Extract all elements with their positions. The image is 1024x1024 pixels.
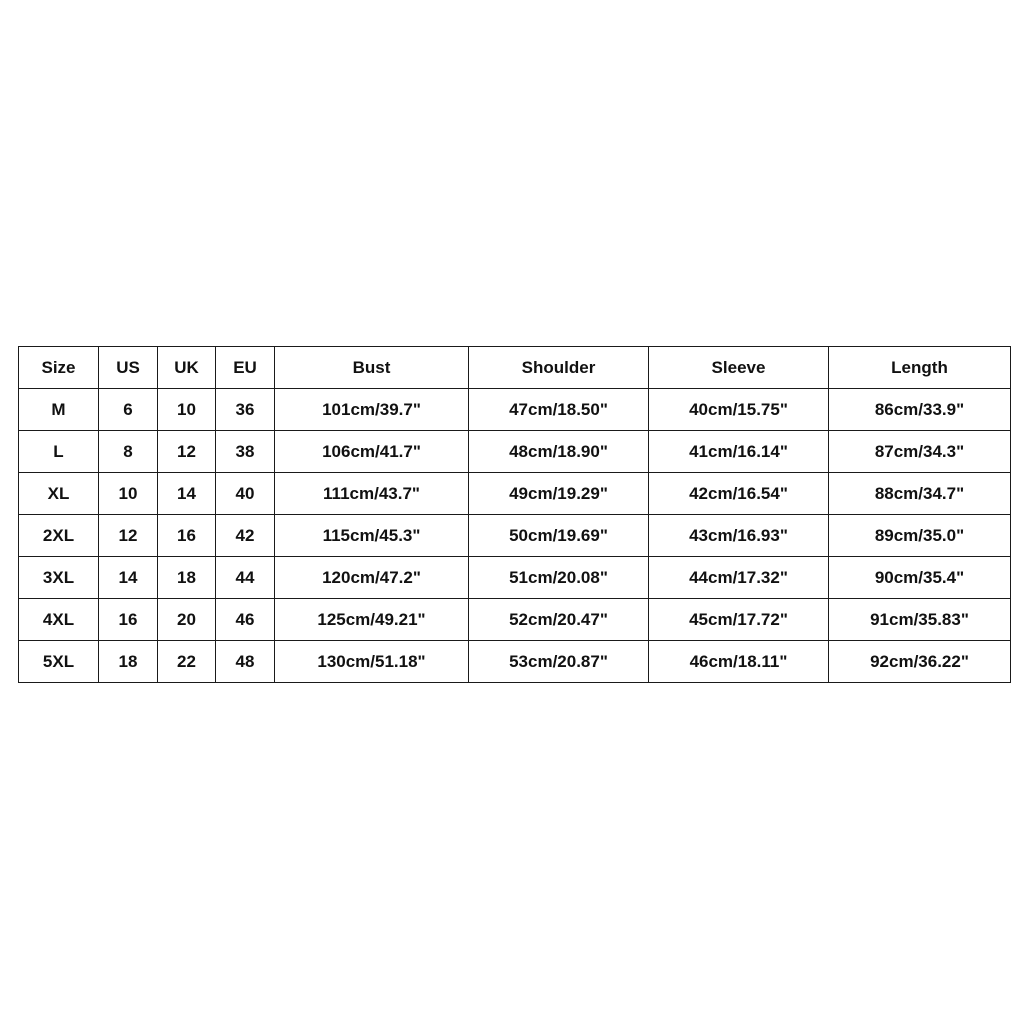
cell-us: 14 [99,557,158,599]
cell-length: 88cm/34.7" [829,473,1011,515]
cell-shoulder: 52cm/20.47" [469,599,649,641]
cell-sleeve: 40cm/15.75" [649,389,829,431]
cell-us: 10 [99,473,158,515]
cell-eu: 40 [216,473,275,515]
cell-us: 8 [99,431,158,473]
table-row [19,389,1011,431]
cell-length: 92cm/36.22" [829,641,1011,683]
cell-size: M [19,389,99,431]
table-row [19,599,1011,641]
cell-bust: 115cm/45.3" [275,515,469,557]
cell-length: 86cm/33.9" [829,389,1011,431]
header-eu: EU [216,347,275,389]
table-row [19,641,1011,683]
cell-eu: 46 [216,599,275,641]
size-chart-table [18,346,1011,683]
table-row [19,515,1011,557]
cell-size: XL [19,473,99,515]
cell-sleeve: 45cm/17.72" [649,599,829,641]
cell-shoulder: 53cm/20.87" [469,641,649,683]
cell-eu: 48 [216,641,275,683]
cell-sleeve: 43cm/16.93" [649,515,829,557]
cell-size: 4XL [19,599,99,641]
cell-uk: 10 [158,389,216,431]
cell-uk: 16 [158,515,216,557]
cell-uk: 22 [158,641,216,683]
cell-bust: 120cm/47.2" [275,557,469,599]
cell-size: 2XL [19,515,99,557]
header-bust: Bust [275,347,469,389]
cell-uk: 12 [158,431,216,473]
cell-us: 16 [99,599,158,641]
cell-sleeve: 44cm/17.32" [649,557,829,599]
header-length: Length [829,347,1011,389]
cell-us: 12 [99,515,158,557]
cell-size: 5XL [19,641,99,683]
cell-eu: 42 [216,515,275,557]
cell-eu: 36 [216,389,275,431]
header-size: Size [19,347,99,389]
cell-shoulder: 47cm/18.50" [469,389,649,431]
cell-eu: 38 [216,431,275,473]
cell-us: 18 [99,641,158,683]
cell-bust: 106cm/41.7" [275,431,469,473]
table-header-row [19,347,1011,389]
cell-uk: 14 [158,473,216,515]
cell-sleeve: 41cm/16.14" [649,431,829,473]
table-row [19,557,1011,599]
cell-shoulder: 51cm/20.08" [469,557,649,599]
header-uk: UK [158,347,216,389]
cell-bust: 125cm/49.21" [275,599,469,641]
cell-uk: 18 [158,557,216,599]
cell-eu: 44 [216,557,275,599]
cell-bust: 111cm/43.7" [275,473,469,515]
cell-bust: 130cm/51.18" [275,641,469,683]
cell-length: 87cm/34.3" [829,431,1011,473]
cell-length: 90cm/35.4" [829,557,1011,599]
cell-size: L [19,431,99,473]
table-row [19,473,1011,515]
cell-shoulder: 48cm/18.90" [469,431,649,473]
cell-sleeve: 42cm/16.54" [649,473,829,515]
cell-size: 3XL [19,557,99,599]
header-shoulder: Shoulder [469,347,649,389]
cell-uk: 20 [158,599,216,641]
cell-length: 91cm/35.83" [829,599,1011,641]
cell-sleeve: 46cm/18.11" [649,641,829,683]
cell-bust: 101cm/39.7" [275,389,469,431]
header-us: US [99,347,158,389]
cell-shoulder: 49cm/19.29" [469,473,649,515]
cell-length: 89cm/35.0" [829,515,1011,557]
table-row [19,431,1011,473]
cell-us: 6 [99,389,158,431]
cell-shoulder: 50cm/19.69" [469,515,649,557]
header-sleeve: Sleeve [649,347,829,389]
